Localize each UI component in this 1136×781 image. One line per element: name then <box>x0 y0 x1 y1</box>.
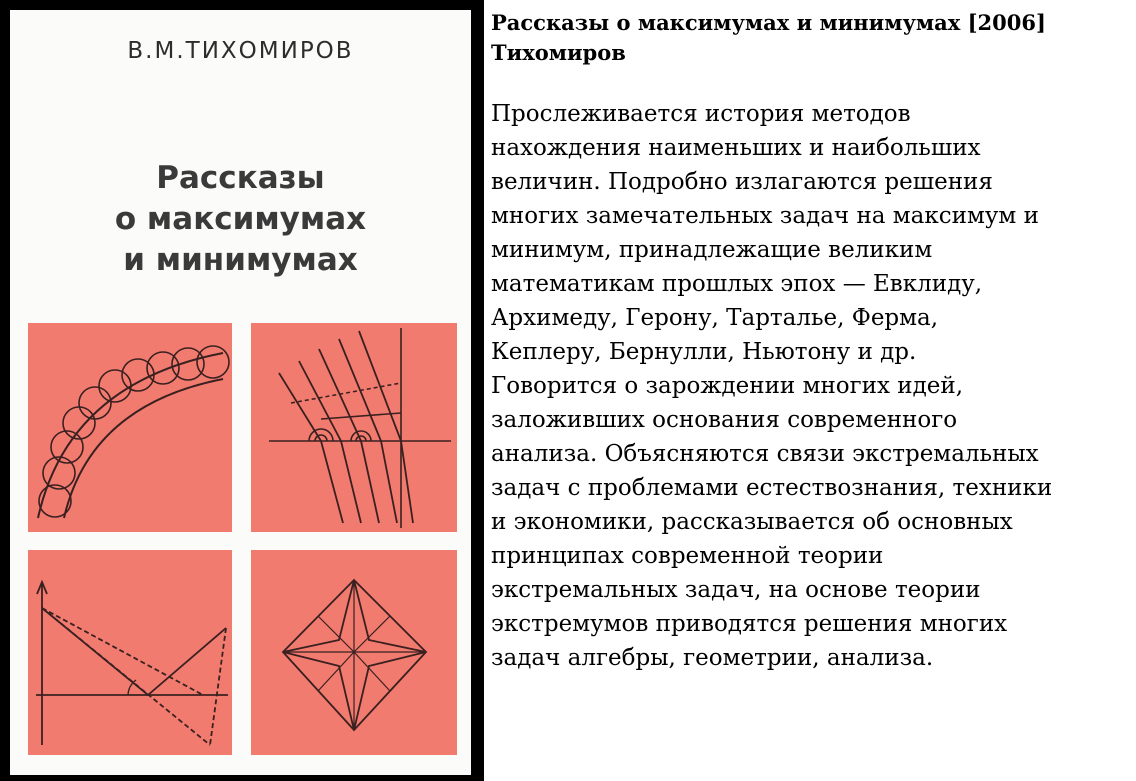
description-line: Кеплеру, Бернулли, Ньютону и др. <box>491 339 917 365</box>
description-line: Архимеду, Герону, Тарталье, Ферма, <box>491 305 939 331</box>
description-line: экстремальных задач, на основе теории <box>491 577 981 603</box>
description-line: принципах современной теории <box>491 543 884 569</box>
description-text <box>491 97 1131 675</box>
description-line: математикам прошлых эпох — Евклиду, <box>491 271 983 297</box>
description-line: задач с проблемами естествознания, техники <box>491 475 1053 501</box>
star-diamond-illustration <box>251 550 457 755</box>
description-line: заложивших основания современного <box>491 407 958 433</box>
cover-author: В.М.ТИХОМИРОВ <box>127 38 354 64</box>
description-line: анализа. Объясняются связи экстремальных <box>491 441 1039 467</box>
book-author: Тихомиров <box>491 40 626 65</box>
book-cover-page <box>10 10 471 775</box>
description-line: экстремумов приводятся решения многих <box>491 611 1008 637</box>
description-line: задач алгебры, геометрии, анализа. <box>491 645 934 671</box>
cover-title-line: о максимумах <box>114 201 367 237</box>
book-cover <box>0 0 484 781</box>
cover-title <box>10 158 471 281</box>
refraction-rays-illustration <box>251 323 457 532</box>
description-line: и экономики, рассказывается об основных <box>491 509 1013 535</box>
cover-title-line: и минимумах <box>123 242 358 278</box>
book-description <box>491 8 1131 675</box>
description-line: многих замечательных задач на максимум и <box>491 203 1039 229</box>
description-line: нахождения наименьших и наибольших <box>491 135 981 161</box>
book-title: Рассказы о максимумах и минимумах [2006] <box>491 10 1046 35</box>
description-line: Прослеживается история методов <box>491 101 911 127</box>
description-line: минимум, принадлежащие великим <box>491 237 933 263</box>
reflection-path-illustration <box>28 550 232 755</box>
description-line: Говорится о зарождении многих идей, <box>491 373 964 399</box>
cover-title-line: Рассказы <box>156 160 325 196</box>
description-line: величин. Подробно излагаются решения <box>491 169 993 195</box>
arc-circles-illustration <box>28 323 232 532</box>
